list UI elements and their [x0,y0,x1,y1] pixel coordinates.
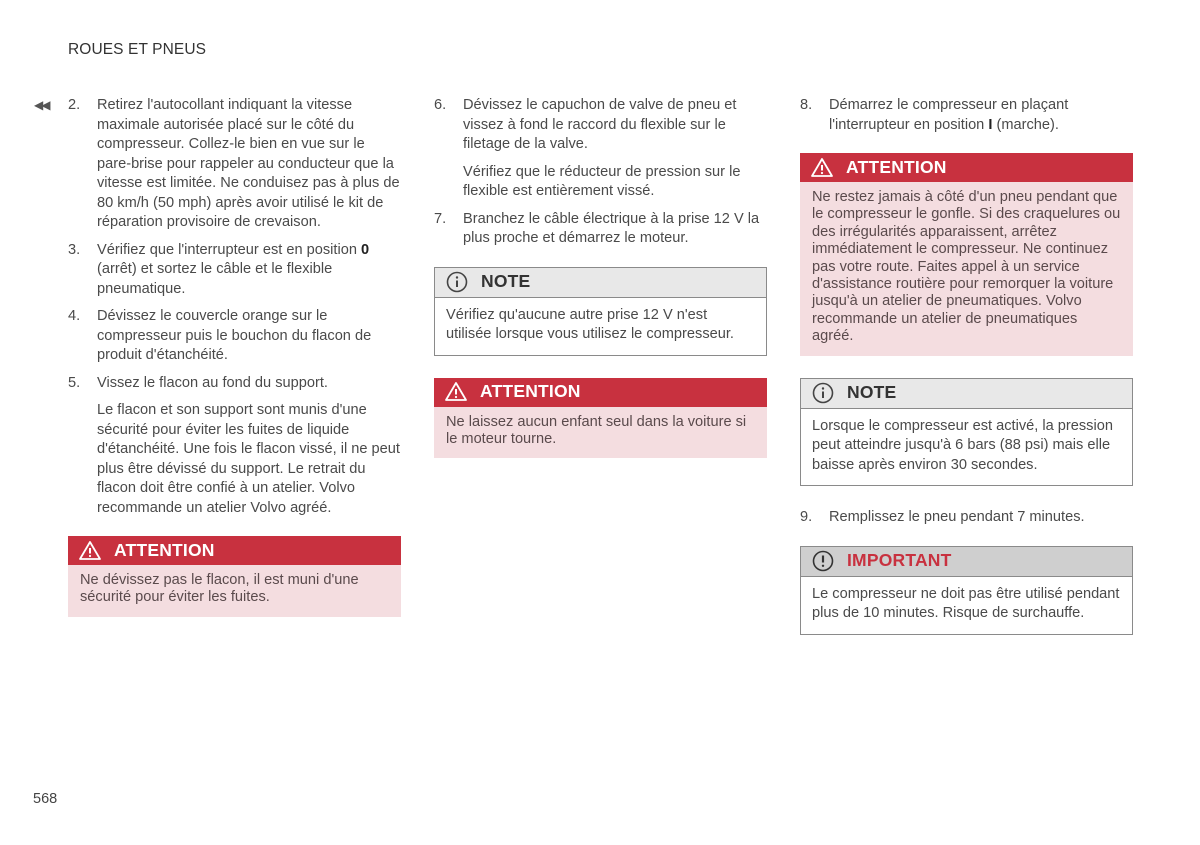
attention-header [800,153,1133,182]
step-number: 2. [68,97,81,113]
important-header [801,547,1132,577]
attention-body: Ne dévissez pas le flacon, il est muni d'une sécurité pour éviter les fuites. [68,565,401,617]
important-box [800,546,1133,635]
note-body: Lorsque le compresseur est activé, la pression peut atteindre jusqu'à 6 bars (88 psi) mais elle baisse après environ 30 secondes. [812,417,1113,473]
step-3 [68,241,401,300]
step-6-detail: Vérifiez que le réducteur de pression sur le flexible est entièrement vissé. [463,163,741,199]
warning-triangle-icon [810,156,834,180]
step-text: Retirez l'autocollant indiquant la vitesse maximale autorisée placé sur le côté du compresseur. Collez-le bien en vue sur le pare-brise pour rappeler au conducteur que la vitesse est limitée. Ne conduisez pas à plus de 80 km/h (50 mph) après avoir utilisé le kit de réparation provisoire de crevaison. [97,97,400,230]
step-5 [68,374,401,394]
step-number: 8. [800,97,813,113]
step-number: 7. [434,210,447,227]
note-header [435,268,766,298]
switch-position-off: 0 [361,241,370,258]
column-1 [68,96,401,639]
step-text: Vissez le flacon au fond du support. [97,374,328,391]
step-6 [434,96,767,155]
double-chevron-left-icon[interactable]: ◀◀ [34,98,49,112]
step-text-cont: (marche). [992,116,1059,133]
column-2 [434,96,767,480]
warning-triangle-icon [444,380,468,404]
note-title: NOTE [847,382,897,403]
step-number: 3. [68,241,81,258]
attention-body: Ne laissez aucun enfant seul dans la voiture si le moteur tourne. [434,407,767,459]
step-text: Dévissez le couvercle orange sur le compresseur puis le bouchon du flacon de produit d'étanchéité. [97,308,372,363]
attention-box [434,378,767,459]
important-title: IMPORTANT [847,550,952,571]
step-8 [800,96,1133,135]
step-text: Vérifiez que l'interrupteur est en position [97,241,361,258]
step-5-detail: Le flacon et son support sont munis d'une sécurité pour éviter les fuites de liquide d'étanchéité. Une fois le flacon vissé, il ne peut plus être dévissé du support. Le retrait du flacon doit être confié à un atelier. Volvo recommande un atelier Volvo agréé. [97,402,400,516]
attention-body: Ne restez jamais à côté d'un pneu pendant que le compresseur le gonfle. Si des craquelures ou des irrégularités apparaissent, arrêtez immédiatement le compresseur. Ne continuez pas votre route. Faites appel à un service d'assistance routière pour remorquer la voiture jusqu'à un atelier de pneumatiques. Volvo recommande un atelier de pneumatiques agréé. [800,182,1133,356]
step-7 [434,210,767,249]
step-9 [800,508,1133,528]
attention-box [800,153,1133,356]
attention-box [68,536,401,617]
step-number: 5. [68,374,81,391]
info-circle-icon [445,270,469,294]
step-number: 4. [68,308,81,324]
step-text-cont: (arrêt) et sortez le câble et le flexible pneumatique. [97,261,333,297]
step-2 [68,96,401,233]
important-body: Le compresseur ne doit pas être utilisé pendant plus de 10 minutes. Risque de surchauffe. [812,585,1120,622]
section-header: ROUES ET PNEUS [68,41,207,58]
note-box [800,378,1133,487]
attention-header [68,536,401,565]
step-text: Dévissez le capuchon de valve de pneu et vissez à fond le raccord du flexible sur le filetage de la valve. [463,97,737,152]
attention-title: ATTENTION [846,156,947,177]
step-text: Branchez le câble électrique à la prise 12 V la plus proche et démarrez le moteur. [463,210,760,246]
note-title: NOTE [481,271,531,292]
exclamation-circle-icon [811,549,835,573]
note-header [801,379,1132,409]
step-number: 6. [434,97,447,113]
step-number: 9. [800,509,813,526]
step-text: Démarrez le compresseur en plaçant l'interrupteur en position [829,97,1069,133]
info-circle-icon [811,381,835,405]
note-box [434,267,767,356]
warning-triangle-icon [78,539,102,563]
note-body: Vérifiez qu'aucune autre prise 12 V n'est utilisée lorsque vous utilisez le compresseur. [446,306,734,342]
attention-title: ATTENTION [114,539,215,560]
step-text: Remplissez le pneu pendant 7 minutes. [829,509,1085,526]
page-number: 568 [33,791,58,807]
column-3 [800,96,1133,657]
switch-position-on: I [988,116,993,133]
step-4 [68,307,401,366]
attention-title: ATTENTION [480,381,581,402]
attention-header [434,378,767,407]
